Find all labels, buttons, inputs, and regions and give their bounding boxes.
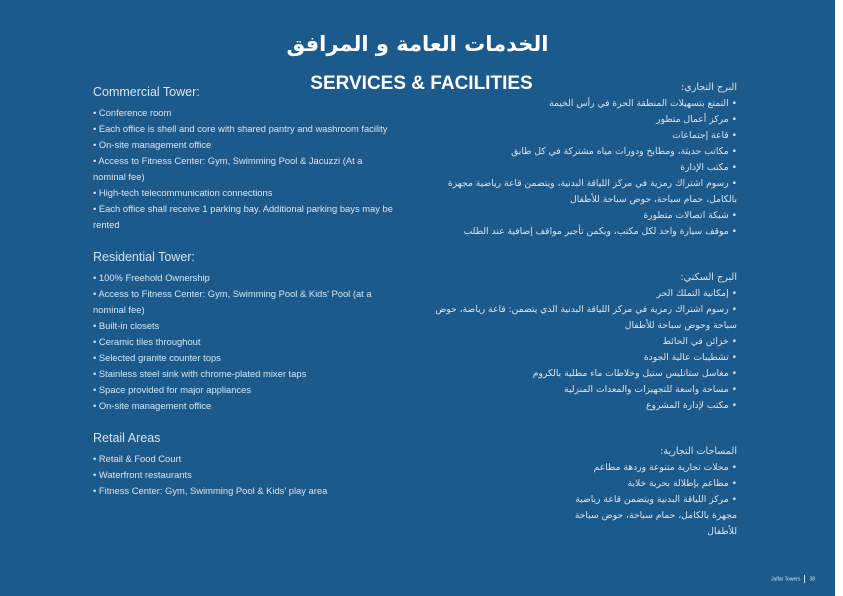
list-item: • Selected granite counter tops (93, 352, 221, 363)
list-item: • محلات تجارية متنوعة وردهة مطاعم (593, 462, 737, 473)
list-item: • On-site management office (93, 400, 212, 411)
list-item: • Each office shall receive 1 parking bay. Additional parking bays may be rented (93, 203, 393, 230)
footer-project-name: Julfar Towers (771, 576, 801, 583)
english-column (93, 84, 393, 515)
list-item: • On-site management office (93, 139, 212, 150)
list-item: • مركز أعمال متطور (656, 114, 737, 125)
list-item: • مطاعم بإطلالة بحرية خلابة (627, 478, 737, 489)
list-item: • Each office is shell and core with shared pantry and washroom facility (93, 123, 388, 134)
commercial-section-en (93, 84, 393, 233)
list-item: • رسوم اشتراك رمزية في مركز اللياقة البدنية، ويتضمن قاعة رياضية مجهزة بالكامل، حمام سباحة، حوض سباحة للأطفال (447, 178, 737, 205)
page-title-english: SERVICES & FACILITIES (310, 73, 533, 94)
residential-heading-ar: البرج السكني: (680, 272, 737, 283)
residential-heading-en: Residential Tower: (93, 250, 195, 264)
footer-divider (804, 575, 805, 583)
arabic-column (425, 80, 737, 570)
list-item: • Access to Fitness Center: Gym, Swimming Pool & Jacuzzi (At a nominal fee) (93, 155, 363, 182)
retail-heading-en: Retail Areas (93, 431, 161, 445)
retail-heading-ar: المساحات التجارية: (660, 446, 737, 457)
list-item: • High-tech telecommunication connections (93, 187, 273, 198)
list-item: • تشطيبات عالية الجودة (643, 352, 737, 363)
list-item: • Fitness Center: Gym, Swimming Pool & Kids' play area (93, 485, 328, 496)
list-item: • رسوم اشتراك رمزية في مركز اللياقة البدنية الذي يتضمن: قاعة رياضة، حوض سباحة وحوض سباحة للأطفال (435, 304, 737, 331)
list-item: • قاعة إجتماعات (672, 130, 737, 141)
list-item: • Access to Fitness Center: Gym, Swimming Pool & Kids' Pool (at a nominal fee) (93, 288, 372, 315)
page-footer (771, 575, 815, 583)
list-item: • Retail & Food Court (93, 453, 182, 464)
list-item: • Conference room (93, 107, 172, 118)
commercial-heading-en: Commercial Tower: (93, 85, 200, 99)
retail-section-ar (567, 444, 737, 540)
list-item: • Built-in closets (93, 320, 160, 331)
page-number: 38 (809, 576, 815, 583)
page-title-arabic: الخدمات العامة و المرافق (286, 32, 549, 56)
list-item: • Ceramic tiles throughout (93, 336, 201, 347)
list-item: • شبكة اتصالات متطورة (643, 210, 737, 221)
residential-section-en (93, 249, 393, 414)
list-item: • موقف سيارة واحد لكل مكتب، ويكمن تأجير مواقف إضافية عند الطلب (463, 226, 737, 237)
list-item: • التمتع بتسهيلات المنطقة الحرة في رأس الخيمة (549, 98, 737, 109)
list-item: • Waterfront restaurants (93, 469, 192, 480)
retail-section-en (93, 430, 393, 499)
list-item: • مكتب لإدارة المشروع (646, 400, 737, 411)
list-item: • مركز اللياقة البدنية ويتضمن قاعة رياضية مجهزة بالكامل، حمام سباحة، حوض سباحة للأطفال (574, 494, 737, 537)
list-item: • إمكانية التملك الحر (656, 288, 737, 299)
list-item: • مساحة واسعة للتجهيزات والمعدات المنزلية (564, 384, 737, 395)
list-item: • Stainless steel sink with chrome-plated mixer taps (93, 368, 307, 379)
commercial-section-ar (425, 80, 737, 240)
page-edge (835, 0, 843, 596)
list-item: • Space provided for major appliances (93, 384, 252, 395)
list-item: • مكتب الإدارة (680, 162, 737, 173)
list-item: • مكاتب حديثة، ومطابخ ودورات مياه مشتركة في كل طابق (511, 146, 737, 157)
commercial-heading-ar: البرج التجاري: (681, 82, 737, 93)
list-item: • خزائن في الحائط (662, 336, 737, 347)
list-item: • مغاسل ستانليس ستيل وخلاطات ماء مطلية بالكروم (532, 368, 737, 379)
residential-section-ar (425, 270, 737, 414)
list-item: • 100% Freehold Ownership (93, 272, 210, 283)
